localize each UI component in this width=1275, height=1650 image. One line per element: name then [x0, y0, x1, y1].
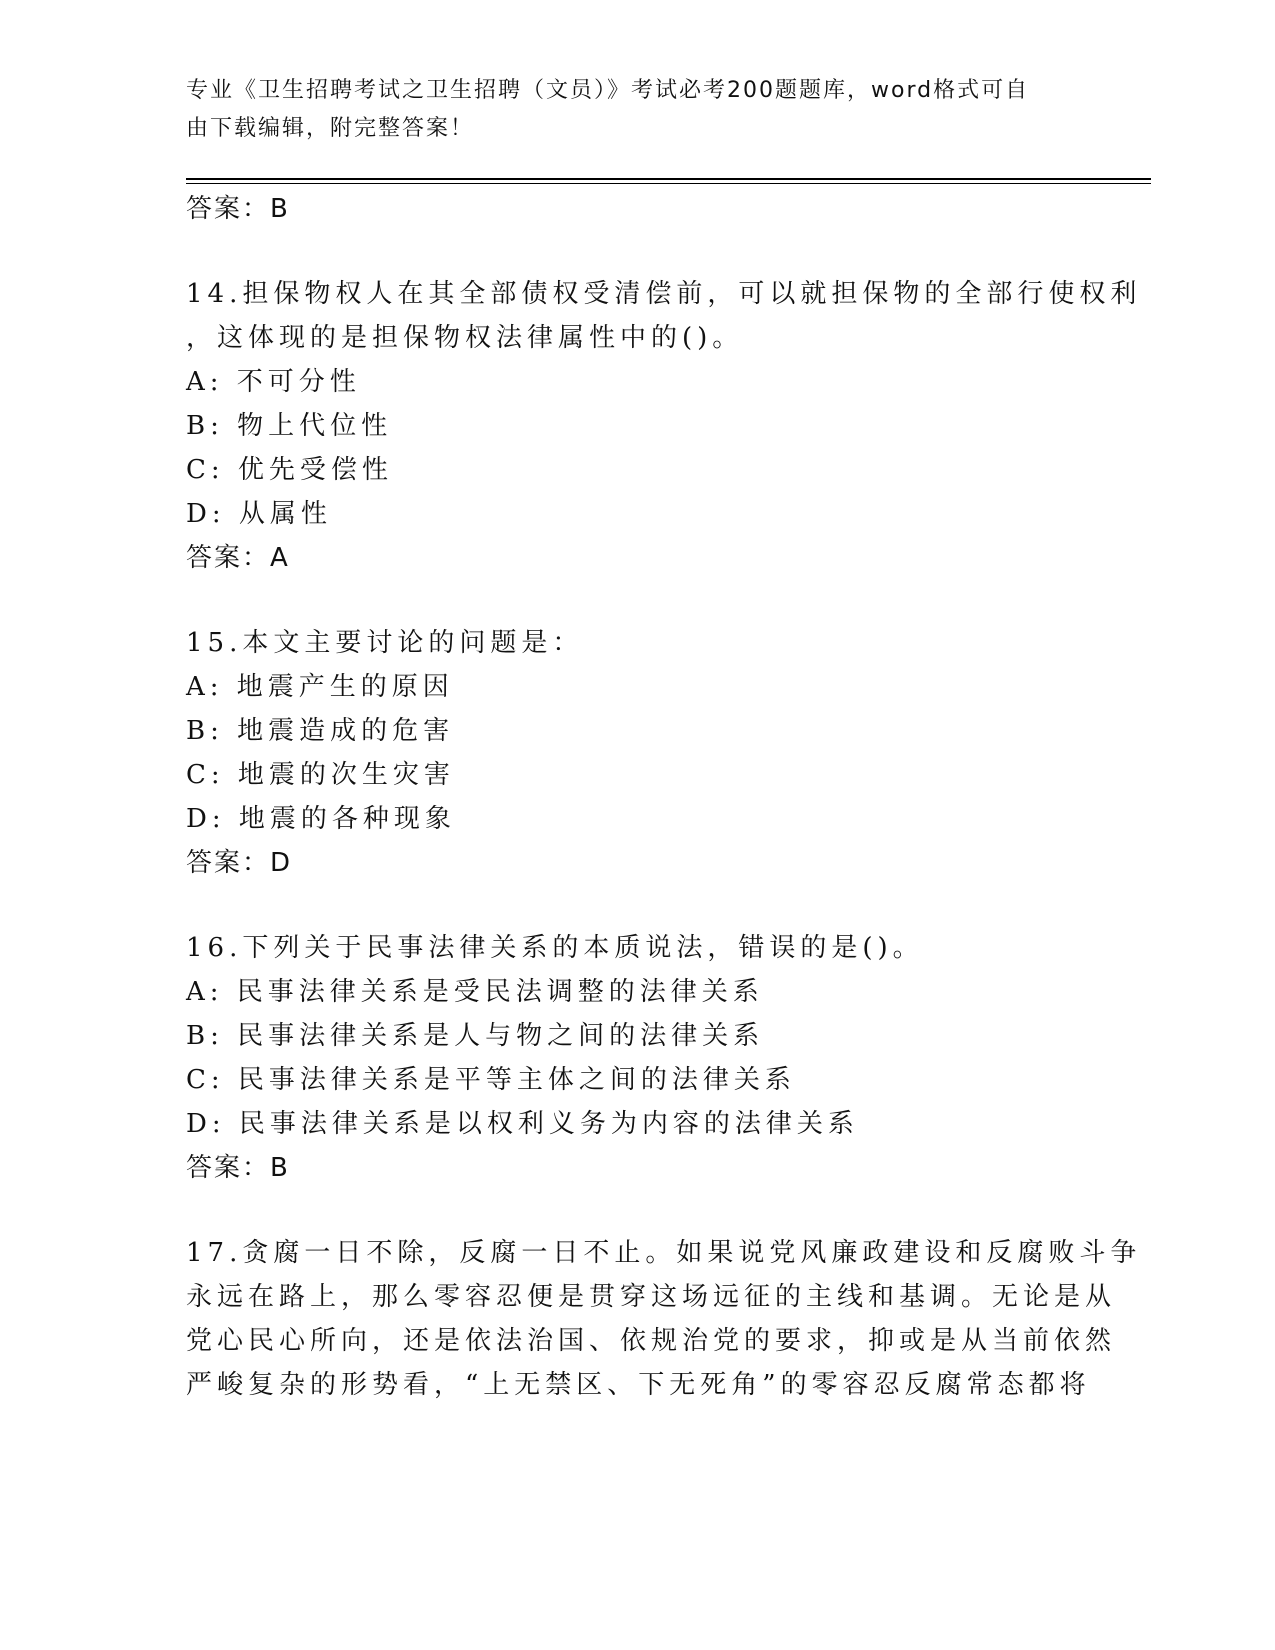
document-header	[186, 72, 1056, 148]
question-16-option-b: B: 民事法律关系是人与物之间的法律关系	[186, 1021, 765, 1051]
question-15-option-d: D: 地震的各种现象	[186, 804, 456, 834]
header-line-1: 专业《卫生招聘考试之卫生招聘（文员）》考试必考200题题库，word格式可自	[186, 78, 1030, 103]
question-16-stem: 16.下列关于民事法律关系的本质说法，错误的是()。	[186, 933, 924, 963]
header-divider	[186, 178, 1151, 180]
question-14-option-c: C: 优先受偿性	[186, 455, 393, 485]
question-14-option-b: B: 物上代位性	[186, 411, 393, 441]
question-15-stem: 15.本文主要讨论的问题是：	[186, 628, 584, 658]
question-17-line-3: 党心民心所向，还是依法治国、依规治党的要求，抑或是从当前依然	[186, 1326, 1117, 1356]
header-line-2: 由下载编辑，附完整答案！	[186, 116, 475, 141]
question-15-option-c: C: 地震的次生灾害	[186, 760, 455, 790]
answer-13: 答案：B	[186, 194, 290, 224]
question-17-line-4: 严峻复杂的形势看，“上无禁区、下无死角”的零容忍反腐常态都将	[186, 1370, 1091, 1400]
answer-15: 答案：D	[186, 848, 293, 878]
question-15-option-a: A: 地震产生的原因	[186, 672, 454, 702]
question-14-option-a: A: 不可分性	[186, 367, 361, 397]
answer-16: 答案：B	[186, 1153, 290, 1183]
question-16-option-d: D: 民事法律关系是以权利义务为内容的法律关系	[186, 1109, 859, 1139]
question-15-option-b: B: 地震造成的危害	[186, 716, 455, 746]
question-17-line-1: 17.贪腐一日不除，反腐一日不止。如果说党风廉政建设和反腐败斗争	[186, 1238, 1142, 1268]
question-16-option-a: A: 民事法律关系是受民法调整的法律关系	[186, 977, 764, 1007]
question-14-stem-line-1: 14.担保物权人在其全部债权受清偿前，可以就担保物的全部行使权利	[186, 279, 1142, 309]
question-16-option-c: C: 民事法律关系是平等主体之间的法律关系	[186, 1065, 796, 1095]
answer-14: 答案：A	[186, 543, 290, 573]
question-14-option-d: D: 从属性	[186, 499, 332, 529]
question-14-stem-line-2: ，这体现的是担保物权法律属性中的()。	[186, 323, 744, 353]
question-17-line-2: 永远在路上，那么零容忍便是贯穿这场远征的主线和基调。无论是从	[186, 1282, 1117, 1312]
header-divider-thin	[186, 183, 1151, 184]
